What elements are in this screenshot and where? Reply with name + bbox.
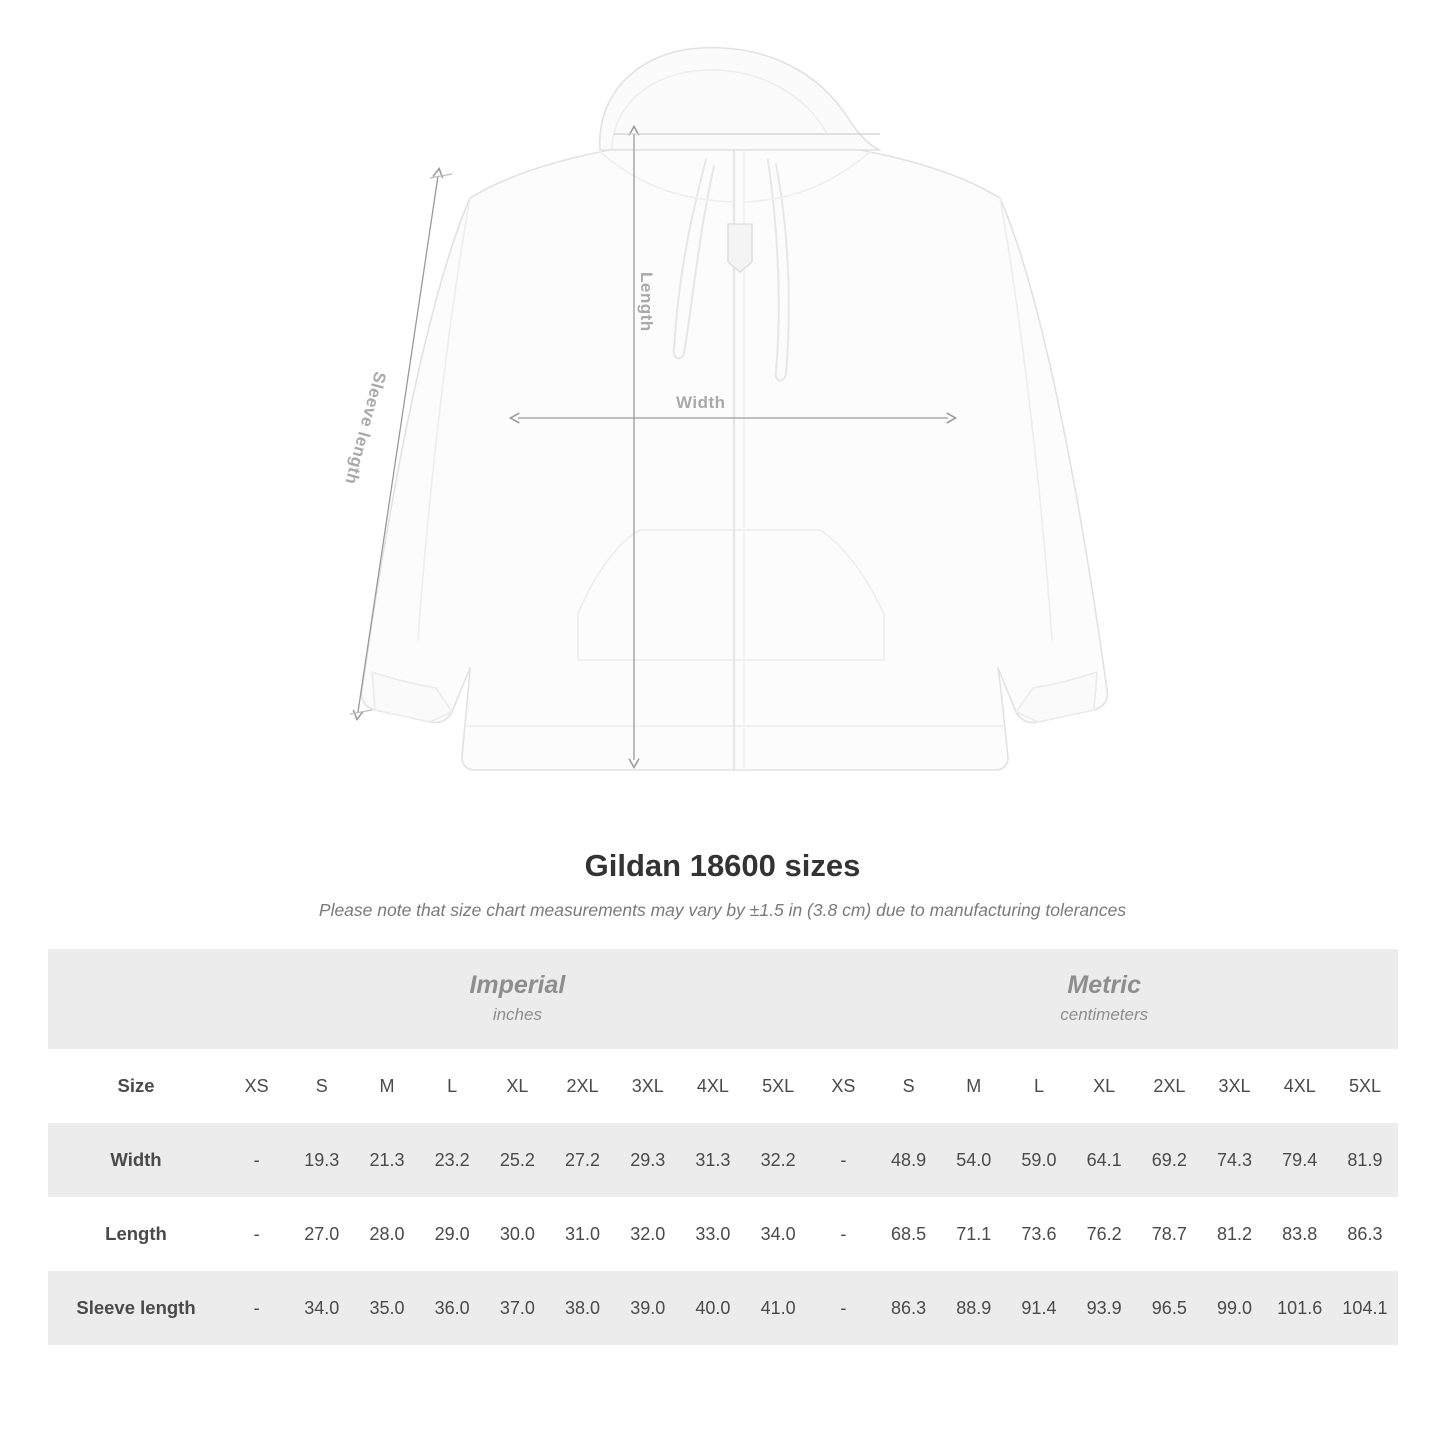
cell-length-imperial-xs: - [224, 1197, 289, 1271]
row-label-width: Width [48, 1123, 224, 1197]
cell-sleeve-imperial-s: 34.0 [289, 1271, 354, 1345]
cell-length-imperial-4xl: 33.0 [680, 1197, 745, 1271]
chart-heading [0, 848, 1445, 921]
cell-sleeve-imperial-xl: 37.0 [485, 1271, 550, 1345]
cell-width-imperial-s: 19.3 [289, 1123, 354, 1197]
cell-length-imperial-l: 29.0 [420, 1197, 485, 1271]
cell-sleeve-metric-xs: - [811, 1271, 876, 1345]
cell-length-metric-m: 71.1 [941, 1197, 1006, 1271]
cell-width-imperial-m: 21.3 [354, 1123, 419, 1197]
size-col-imperial-3xl: 3XL [615, 1049, 680, 1123]
unit-name-imperial: Imperial [469, 970, 566, 999]
cell-width-metric-s: 48.9 [876, 1123, 941, 1197]
size-col-imperial-4xl: 4XL [680, 1049, 745, 1123]
unit-sub-metric: centimeters [1060, 1005, 1149, 1025]
cell-length-metric-xl: 76.2 [1072, 1197, 1137, 1271]
unit-sub-imperial: inches [492, 1005, 542, 1025]
cell-sleeve-imperial-m: 35.0 [354, 1271, 419, 1345]
cell-sleeve-imperial-5xl: 41.0 [746, 1271, 811, 1345]
cell-sleeve-imperial-l: 36.0 [420, 1271, 485, 1345]
cell-sleeve-imperial-4xl: 40.0 [680, 1271, 745, 1345]
cell-width-metric-xs: - [811, 1123, 876, 1197]
cell-sleeve-imperial-xs: - [224, 1271, 289, 1345]
cell-length-imperial-xl: 30.0 [485, 1197, 550, 1271]
cell-sleeve-metric-xl: 93.9 [1072, 1271, 1137, 1345]
cell-length-metric-4xl: 83.8 [1267, 1197, 1332, 1271]
table-row [48, 1197, 1398, 1271]
table-row [48, 1123, 1398, 1197]
cell-sleeve-imperial-3xl: 39.0 [615, 1271, 680, 1345]
cell-width-imperial-3xl: 29.3 [615, 1123, 680, 1197]
size-col-metric-5xl: 5XL [1332, 1049, 1397, 1123]
size-col-imperial-l: L [420, 1049, 485, 1123]
unit-header-spacer [48, 949, 224, 1049]
width-dimension-label: Width [676, 393, 726, 412]
cell-sleeve-metric-l: 91.4 [1006, 1271, 1071, 1345]
cell-length-metric-2xl: 78.7 [1137, 1197, 1202, 1271]
size-chart-table [48, 949, 1398, 1345]
cell-sleeve-metric-m: 88.9 [941, 1271, 1006, 1345]
size-header-row [48, 1049, 1398, 1123]
length-dimension-label: Length [637, 272, 656, 332]
cell-width-metric-2xl: 69.2 [1137, 1123, 1202, 1197]
cell-length-metric-l: 73.6 [1006, 1197, 1071, 1271]
size-header-label: Size [48, 1049, 224, 1123]
page-title: Gildan 18600 sizes [584, 848, 861, 883]
unit-header-row [48, 949, 1398, 1049]
cell-length-imperial-s: 27.0 [289, 1197, 354, 1271]
row-label-length: Length [48, 1197, 224, 1271]
size-col-metric-l: L [1006, 1049, 1071, 1123]
cell-width-imperial-4xl: 31.3 [680, 1123, 745, 1197]
size-col-imperial-5xl: 5XL [746, 1049, 811, 1123]
cell-sleeve-metric-5xl: 104.1 [1332, 1271, 1397, 1345]
cell-width-metric-3xl: 74.3 [1202, 1123, 1267, 1197]
cell-sleeve-metric-s: 86.3 [876, 1271, 941, 1345]
cell-width-imperial-l: 23.2 [420, 1123, 485, 1197]
cell-width-metric-xl: 64.1 [1072, 1123, 1137, 1197]
size-col-metric-xs: XS [811, 1049, 876, 1123]
cell-length-imperial-2xl: 31.0 [550, 1197, 615, 1271]
size-col-metric-s: S [876, 1049, 941, 1123]
table-row [48, 1271, 1398, 1345]
cell-width-metric-m: 54.0 [941, 1123, 1006, 1197]
unit-header-metric [811, 949, 1398, 1049]
cell-width-metric-l: 59.0 [1006, 1123, 1071, 1197]
cell-length-imperial-m: 28.0 [354, 1197, 419, 1271]
cell-sleeve-metric-4xl: 101.6 [1267, 1271, 1332, 1345]
tolerance-note: Please note that size chart measurements may vary by ±1.5 in (3.8 cm) due to manufacturing tolerances [318, 900, 1127, 920]
size-col-imperial-xs: XS [224, 1049, 289, 1123]
row-label-sleeve-length: Sleeve length [48, 1271, 224, 1345]
size-col-imperial-s: S [289, 1049, 354, 1123]
cell-length-metric-xs: - [811, 1197, 876, 1271]
cell-sleeve-imperial-2xl: 38.0 [550, 1271, 615, 1345]
size-col-metric-4xl: 4XL [1267, 1049, 1332, 1123]
cell-length-imperial-3xl: 32.0 [615, 1197, 680, 1271]
size-col-imperial-m: M [354, 1049, 419, 1123]
cell-length-metric-3xl: 81.2 [1202, 1197, 1267, 1271]
size-col-metric-3xl: 3XL [1202, 1049, 1267, 1123]
cell-width-imperial-5xl: 32.2 [746, 1123, 811, 1197]
cell-width-imperial-2xl: 27.2 [550, 1123, 615, 1197]
cell-length-metric-s: 68.5 [876, 1197, 941, 1271]
cell-width-metric-4xl: 79.4 [1267, 1123, 1332, 1197]
unit-name-metric: Metric [1067, 970, 1142, 999]
unit-header-imperial [224, 949, 811, 1049]
size-col-imperial-xl: XL [485, 1049, 550, 1123]
cell-width-imperial-xl: 25.2 [485, 1123, 550, 1197]
cell-sleeve-metric-2xl: 96.5 [1137, 1271, 1202, 1345]
size-table-wrapper [48, 949, 1397, 1345]
cell-width-metric-5xl: 81.9 [1332, 1123, 1397, 1197]
size-col-metric-2xl: 2XL [1137, 1049, 1202, 1123]
sleeve-length-dimension-label: Sleeve length [341, 369, 390, 487]
cell-length-metric-5xl: 86.3 [1332, 1197, 1397, 1271]
cell-sleeve-metric-3xl: 99.0 [1202, 1271, 1267, 1345]
cell-width-imperial-xs: - [224, 1123, 289, 1197]
size-col-metric-m: M [941, 1049, 1006, 1123]
size-col-metric-xl: XL [1072, 1049, 1137, 1123]
size-col-imperial-2xl: 2XL [550, 1049, 615, 1123]
cell-length-imperial-5xl: 34.0 [746, 1197, 811, 1271]
